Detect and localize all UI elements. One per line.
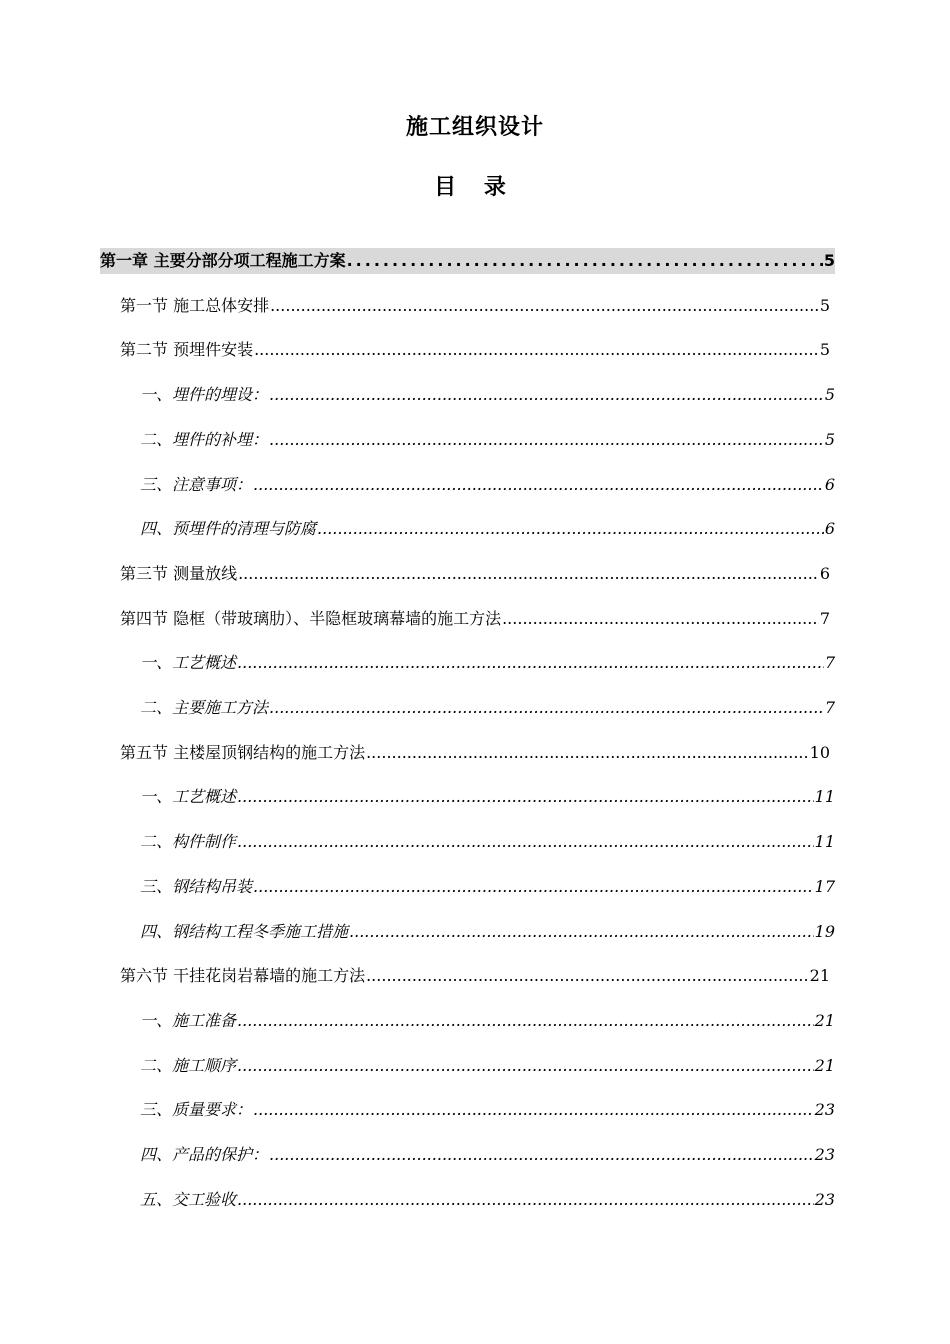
toc-entry[interactable] — [140, 784, 835, 810]
toc-leader-dots — [347, 248, 823, 274]
toc-entry-page: 5 — [823, 251, 835, 270]
toc-leader-dots — [269, 427, 824, 453]
toc-entry-label: 第二节 预埋件安装 — [120, 340, 254, 360]
toc-leader-dots — [366, 963, 809, 989]
toc-entry[interactable] — [120, 606, 830, 632]
toc-entry[interactable] — [140, 1142, 835, 1168]
toc-entry-label: 三、注意事项： — [140, 474, 253, 494]
toc-leader-dots — [366, 740, 809, 766]
toc-entry-label: 第一节 施工总体安排 — [120, 295, 270, 315]
toc-entry-page: 23 — [814, 1189, 835, 1209]
toc-entry[interactable] — [140, 829, 835, 855]
toc-entry-label: 二、构件制作 — [140, 832, 237, 852]
toc-entry-label: 一、工艺概述 — [140, 787, 237, 807]
toc-entry[interactable] — [140, 382, 835, 408]
toc-entry-label: 二、埋件的补埋： — [140, 429, 269, 449]
toc-leader-dots — [237, 784, 814, 810]
toc-entry[interactable] — [140, 650, 835, 676]
toc-entry-page: 10 — [809, 742, 830, 762]
toc-entry-page: 5 — [819, 340, 830, 360]
toc-entry-page: 7 — [824, 698, 835, 717]
toc-entry[interactable] — [120, 561, 830, 587]
toc-leader-dots — [237, 1008, 814, 1034]
toc-entry[interactable] — [140, 1053, 835, 1079]
toc-leader-dots — [237, 1053, 814, 1079]
toc-entry[interactable] — [140, 874, 835, 900]
toc-entry[interactable] — [120, 337, 830, 363]
toc-leader-dots — [317, 516, 824, 542]
toc-entry-page: 6 — [824, 519, 835, 539]
toc-entry-page: 11 — [814, 832, 835, 852]
toc-entry[interactable] — [140, 1008, 835, 1034]
toc-entry-page: 23 — [814, 1145, 835, 1164]
toc-entry[interactable] — [140, 1187, 835, 1213]
toc-entry-label: 三、钢结构吊装 — [140, 876, 253, 896]
toc-leader-dots — [270, 293, 819, 319]
toc-entry[interactable] — [140, 1097, 835, 1123]
toc-entry[interactable] — [120, 293, 830, 319]
toc-leader-dots — [254, 337, 819, 363]
toc-entry[interactable] — [120, 740, 830, 766]
toc-leader-dots — [269, 695, 824, 721]
toc-entry-page: 5 — [824, 429, 835, 449]
toc-entry-label: 二、主要施工方法 — [140, 698, 269, 717]
document-title: 施工组织设计 — [405, 115, 544, 140]
toc-entry-label: 四、钢结构工程冬季施工措施 — [140, 921, 349, 941]
toc-leader-dots — [237, 650, 824, 676]
toc-entry-page: 21 — [814, 1010, 835, 1030]
toc-entry-page: 7 — [824, 653, 835, 673]
toc-leader-dots — [238, 561, 819, 587]
toc-leader-dots — [253, 874, 814, 900]
toc-leader-dots — [269, 1142, 814, 1168]
toc-leader-dots — [502, 606, 819, 632]
toc-entry-page: 19 — [814, 921, 835, 941]
toc-leader-dots — [237, 829, 814, 855]
toc-entry-label: 第六节 干挂花岗岩幕墙的施工方法 — [120, 966, 366, 986]
toc-entry-label: 一、埋件的埋设： — [140, 385, 269, 405]
toc-entry[interactable] — [120, 963, 830, 989]
toc-entry-label: 第五节 主楼屋顶钢结构的施工方法 — [120, 742, 366, 762]
toc-entry-label: 三、质量要求： — [140, 1100, 253, 1120]
toc-entry-page: 23 — [814, 1100, 835, 1120]
toc-entry-label: 第一章 主要分部分项工程施工方案 — [100, 251, 346, 270]
toc-entry[interactable] — [140, 516, 835, 542]
toc-entry-page: 11 — [814, 787, 835, 807]
toc-entry[interactable] — [140, 919, 835, 945]
toc-entry-page: 17 — [814, 876, 835, 896]
toc-leader-dots — [253, 472, 824, 498]
toc-entry-label: 四、预埋件的清理与防腐 — [140, 519, 317, 539]
toc-leader-dots — [237, 1187, 814, 1213]
toc-entry-label: 二、施工顺序 — [140, 1055, 237, 1075]
toc-entry-label: 五、交工验收 — [140, 1189, 237, 1209]
toc-heading: 目 录 — [434, 175, 516, 200]
toc-entry-label: 一、施工准备 — [140, 1010, 237, 1030]
toc-entry-page: 21 — [809, 966, 830, 986]
toc-leader-dots — [269, 382, 824, 408]
toc-entry[interactable] — [140, 427, 835, 453]
toc-entry-page: 6 — [824, 474, 835, 494]
toc-leader-dots — [253, 1097, 814, 1123]
toc-entry-page: 21 — [814, 1055, 835, 1075]
toc-entry-page: 5 — [819, 295, 830, 315]
toc-entry-label: 第三节 测量放线 — [120, 563, 238, 583]
toc-entry-label: 一、工艺概述 — [140, 653, 237, 673]
toc-entry-page: 7 — [819, 608, 830, 628]
toc-entry[interactable] — [100, 248, 835, 274]
toc-entry-page: 6 — [819, 563, 830, 583]
toc-entry-label: 四、产品的保护： — [140, 1145, 269, 1164]
toc-entry-label: 第四节 隐框（带玻璃肋）、半隐框玻璃幕墙的施工方法 — [120, 608, 502, 628]
toc-entry[interactable] — [140, 695, 835, 721]
toc-entry[interactable] — [140, 472, 835, 498]
toc-leader-dots — [349, 919, 814, 945]
toc-entry-page: 5 — [824, 385, 835, 405]
